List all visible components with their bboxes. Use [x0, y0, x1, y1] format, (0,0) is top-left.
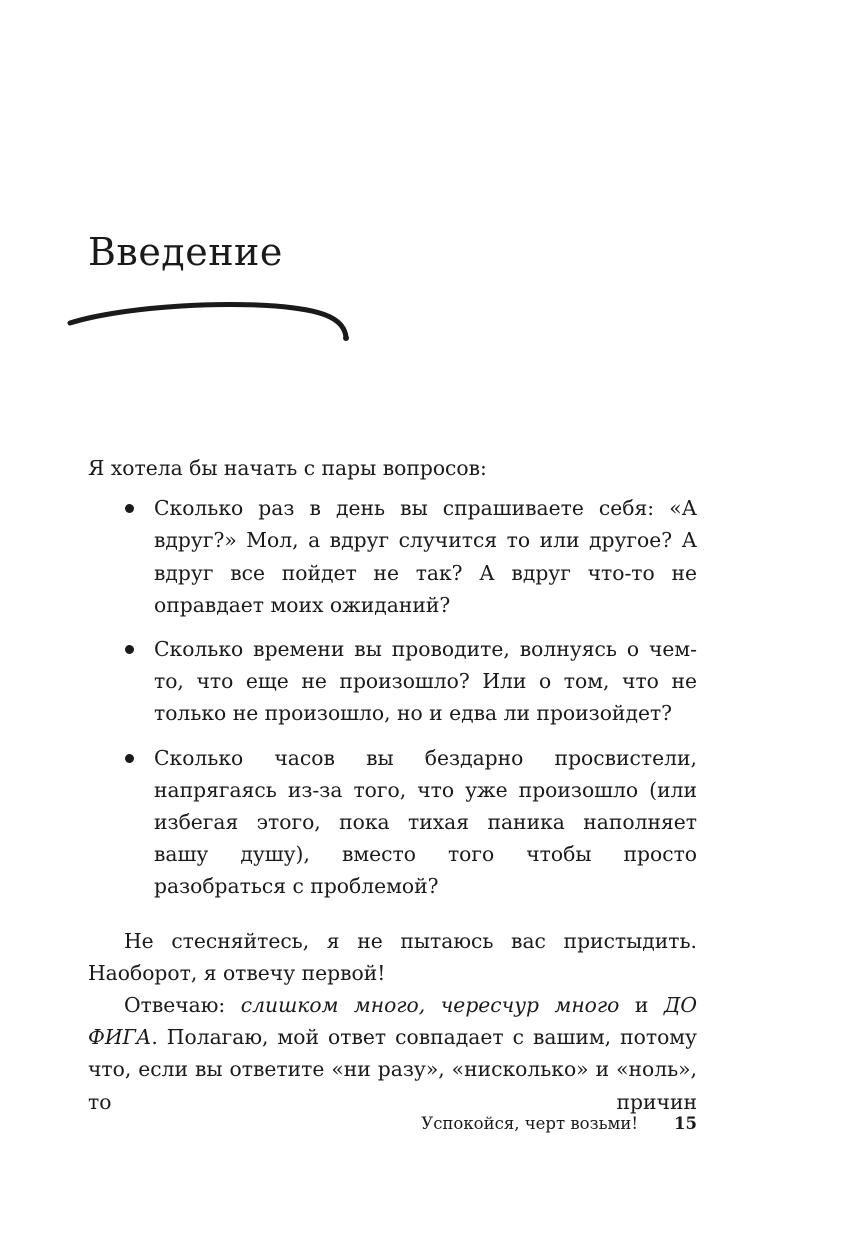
body-text [88, 452, 697, 1118]
question-text: Сколько часов вы бездарно просвистели, напрягаясь из-за того, что уже произошло (или избегая этого, пока тихая паника наполняет вашу душу), вместо того чтобы просто разобраться с проблемой? [154, 745, 697, 899]
chapter-title: Введение [88, 230, 283, 274]
page-number: 15 [674, 1114, 697, 1133]
intro-line: Я хотела бы начать с пары вопросов: [88, 456, 487, 480]
answer-emphasis-2: ДО ФИГА [88, 993, 697, 1050]
answer-joiner: и [619, 993, 664, 1018]
answer-emphasis-1: слишком много, чересчур много [240, 993, 620, 1018]
list-item [88, 742, 697, 903]
question-text: Сколько раз в день вы спрашиваете себя: «А вдруг?» Мол, а вдруг случится то или другое? А вдруг все пойдет не так? А вдруг что-то не оправдает моих ожиданий? [154, 496, 697, 617]
decorative-swash-underline [64, 296, 356, 346]
bullet-icon [125, 645, 134, 654]
answer-lead: Отвечаю: [124, 993, 241, 1018]
answer-tail: . Полагаю, мой ответ совпадает с вашим, потому что, если вы ответите «ни разу», «нисколько» и «ноль», то причин [88, 1025, 697, 1114]
running-title: Успокойся, черт возьми! [421, 1114, 639, 1133]
question-list [88, 492, 697, 902]
bullet-icon [125, 754, 134, 763]
paragraph-answer [88, 989, 697, 1118]
bullet-icon [125, 504, 134, 513]
running-footer [88, 1110, 697, 1138]
list-item [88, 492, 697, 621]
list-item [88, 633, 697, 730]
question-text: Сколько времени вы проводите, волнуясь о чем-то, что еще не произошло? Или о том, что не только не произошло, но и едва ли произойдет? [154, 637, 697, 726]
paragraph-reassurance: Не стесняйтесь, я не пытаюсь вас пристыдить. Наоборот, я отвечу первой! [88, 928, 697, 985]
